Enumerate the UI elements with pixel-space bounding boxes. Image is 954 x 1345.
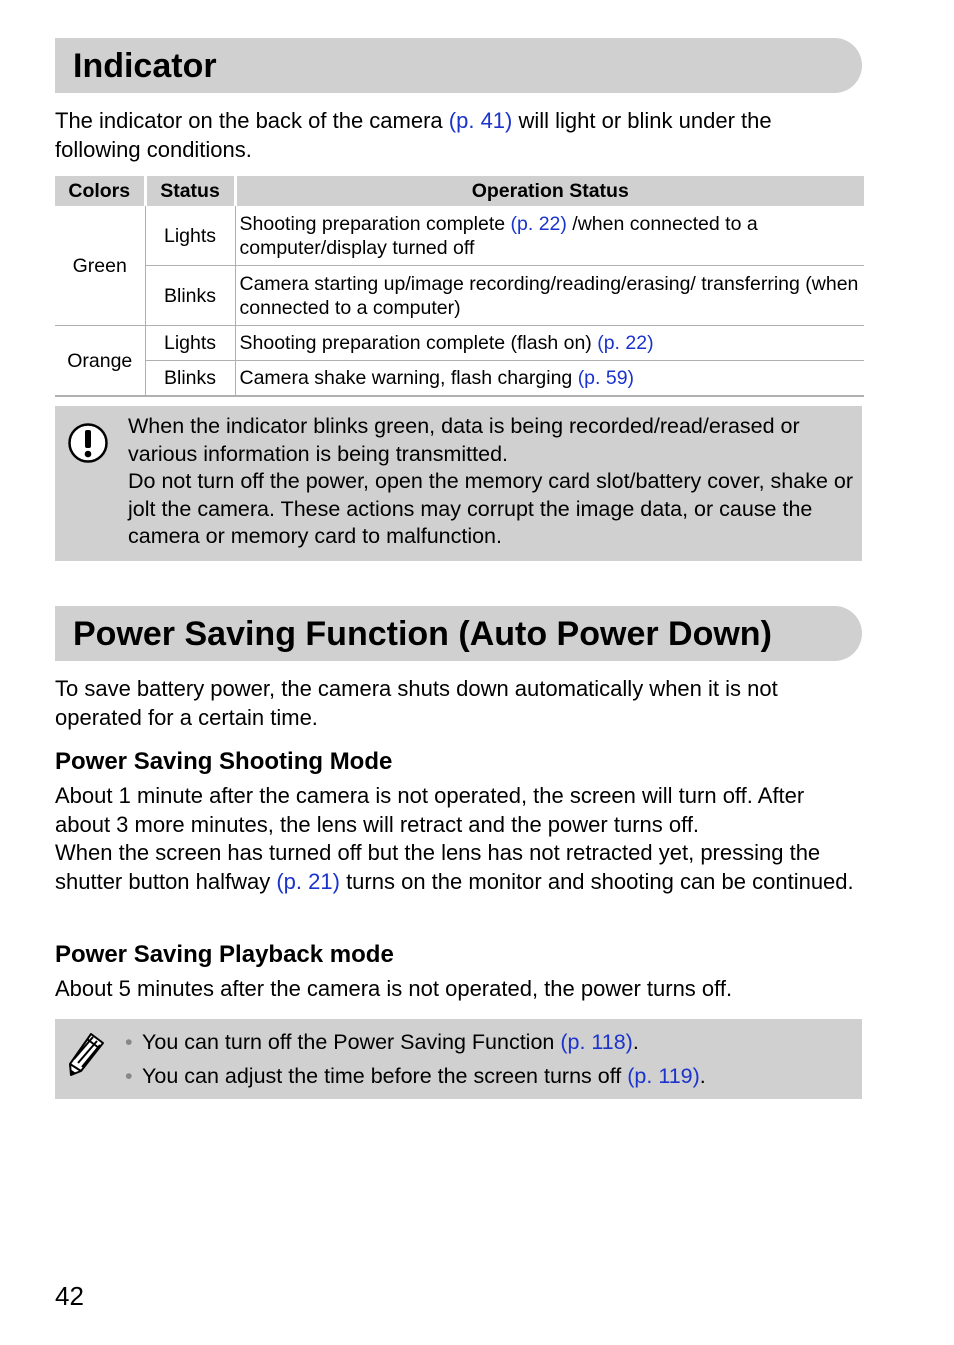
status-cell: Blinks (145, 361, 235, 397)
table-row (55, 326, 864, 361)
page-118-link[interactable]: (p. 118) (560, 1030, 633, 1054)
list-item: • You can adjust the time before the screen turns off (p. 119). (125, 1059, 855, 1093)
page-21-link[interactable]: (p. 21) (276, 868, 340, 894)
indicator-title: Indicator (73, 47, 217, 85)
shooting-mode-heading: Power Saving Shooting Mode (55, 748, 393, 775)
power-saving-section-header (55, 606, 862, 661)
status-cell: Lights (145, 326, 235, 361)
page-59-link[interactable]: (p. 59) (577, 367, 635, 389)
header-status: Status (145, 176, 235, 206)
operation-cell: Camera starting up/image recording/reading/erasing/ transferring (when connected to a computer) (235, 266, 864, 326)
page-22-link[interactable]: (p. 22) (510, 212, 567, 235)
color-green: Green (55, 206, 145, 326)
power-saving-title: Power Saving Function (Auto Power Down) (73, 615, 772, 653)
page-119-link[interactable]: (p. 119) (627, 1064, 700, 1088)
status-cell: Blinks (145, 266, 235, 326)
operation-cell: Camera shake warning, flash charging (p. 59) (235, 361, 864, 397)
power-saving-intro: To save battery power, the camera shuts down automatically when it is not operated for a certain time. (55, 676, 778, 730)
caution-box (55, 406, 862, 561)
color-orange: Orange (55, 326, 145, 397)
table-row (55, 206, 864, 266)
playback-mode-text: About 5 minutes after the camera is not operated, the power turns off. (55, 976, 733, 1001)
memo-list (125, 1025, 855, 1093)
page-number: 42 (55, 1281, 84, 1311)
caution-text: When the indicator blinks green, data is being recorded/read/erased or various information is being transmitted. Do not turn off the power, open the memory card slot/battery cover, shake or jolt the camera. These actions may corrupt the image data, or cause the camera or memory card to malfunction. (128, 414, 854, 548)
list-item: • You can turn off the Power Saving Function (p. 118). (125, 1025, 855, 1059)
page-41-link[interactable]: (p. 41) (448, 108, 513, 133)
table-row (55, 361, 864, 397)
operation-cell: Shooting preparation complete (p. 22) /when connected to a computer/display turned off (235, 206, 864, 266)
operation-cell: Shooting preparation complete (flash on) (p. 22) (235, 326, 864, 361)
status-cell: Lights (145, 206, 235, 266)
pencil-icon (67, 1031, 107, 1077)
indicator-intro: The indicator on the back of the camera (p. 41) will light or blink under the following conditions. (55, 108, 772, 162)
indicator-section-header (55, 38, 862, 93)
caution-icon (67, 422, 109, 464)
header-operation-status: Operation Status (235, 176, 864, 206)
table-header-row (55, 176, 864, 206)
indicator-table (55, 176, 864, 397)
page-22-link[interactable]: (p. 22) (597, 332, 654, 354)
memo-box (55, 1019, 862, 1099)
shooting-mode-text: About 1 minute after the camera is not operated, the screen will turn off. After about 3 more minutes, the lens will retract and the power turns off. When the screen has turned off but the lens has not retracted yet, pressing the shutter button halfway (p. 21) turns on the monitor and shooting can be continued. (55, 783, 854, 894)
playback-mode-heading: Power Saving Playback mode (55, 941, 394, 968)
table-row (55, 266, 864, 326)
header-colors: Colors (55, 176, 145, 206)
